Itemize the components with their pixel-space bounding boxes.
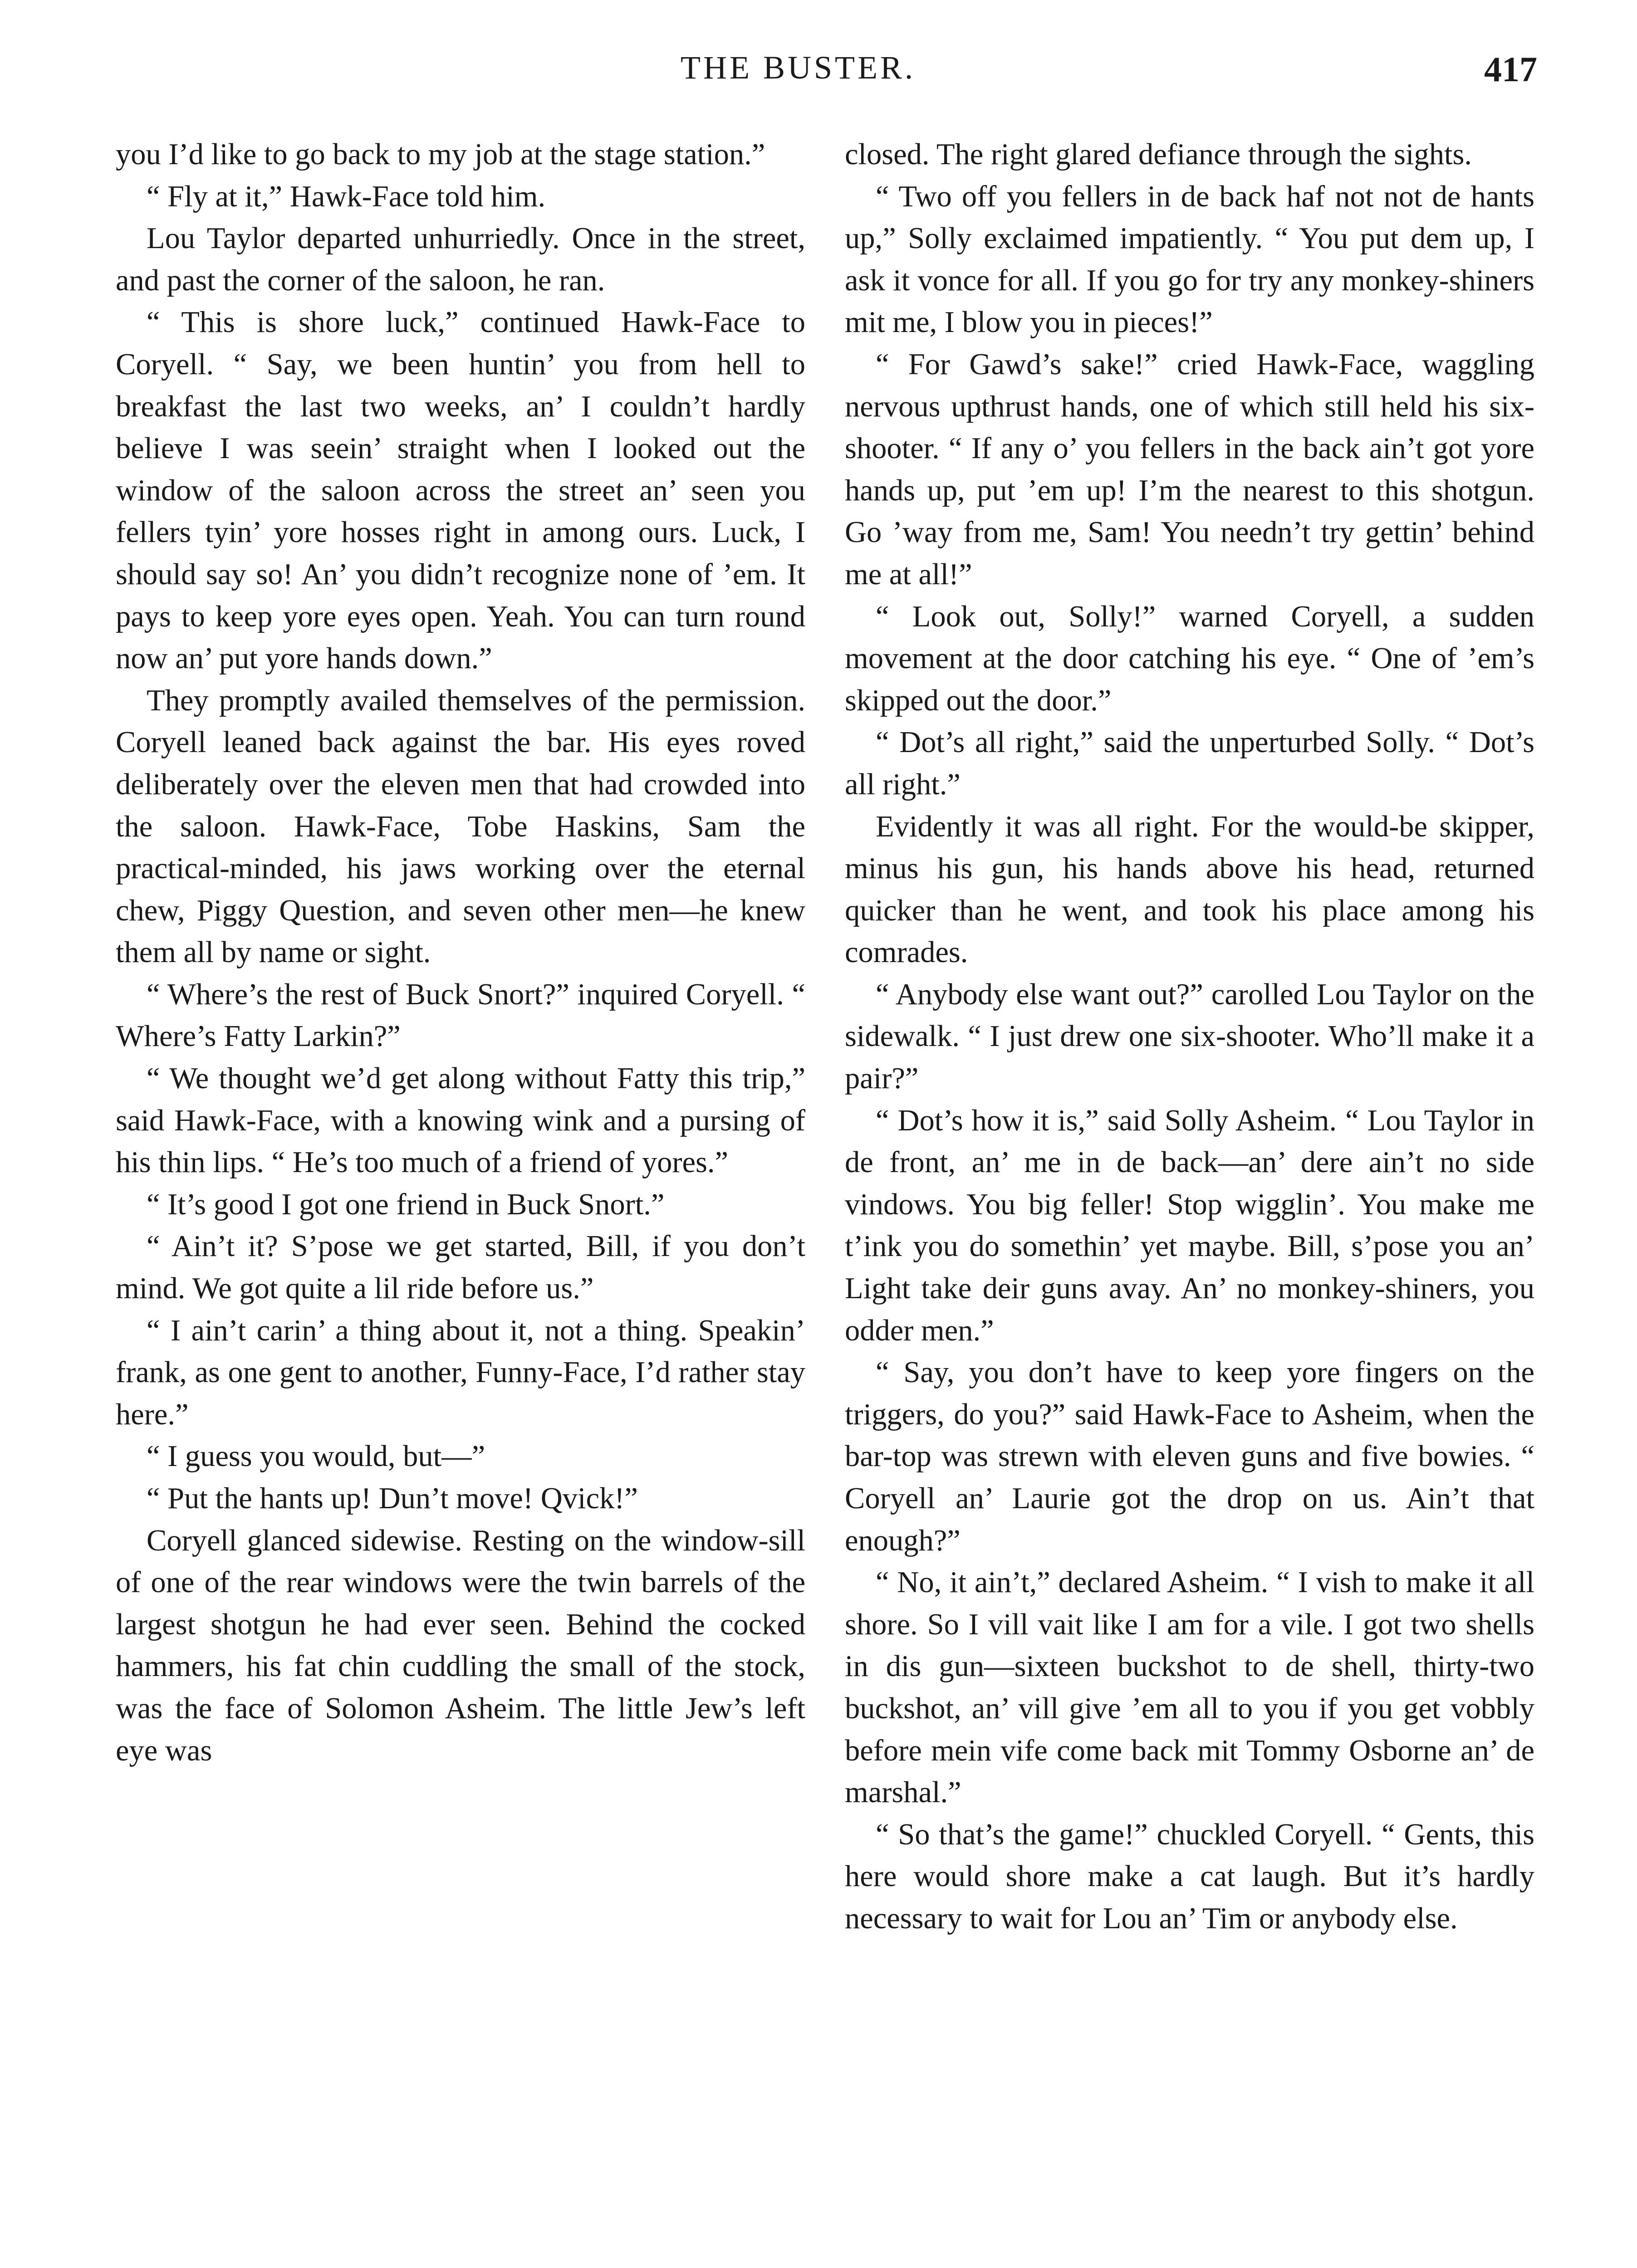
paragraph: They promptly availed themselves of the permission. Coryell leaned back against the bar. His eyes roved deliberately over the eleven men that had crowded into the saloon. Hawk-Face, Tobe Haskins, Sam the practical-minded, his jaws working over the eternal chew, Piggy Question, and seven other men—he knew them all by name or sight. (116, 684, 805, 969)
paragraph: “ Put the hants up! Dun’t move! Qvick!” (147, 1482, 638, 1515)
paragraph: “ Dot’s how it is,” said Solly Asheim. “ Lou Taylor in de front, an’ me in de back—an’ dere ain’t no side vindows. You big feller! Stop wigglin’. You make me t’ink you do somethin’ yet maybe. Bill, s’pose you an’ Light take deir guns avay. An’ no monkey-shiners, you odder men.” (845, 1104, 1534, 1347)
paragraph: “ No, it ain’t,” declared Asheim. “ I vish to make it all shore. So I vill vait like I am for a vile. I got two shells in dis gun—sixteen buckshot to de shell, thirty-two buckshot, an’ vill give ’em all to you if you get vobbly before mein vife come back mit Tommy Osborne an’ de marshal.” (845, 1566, 1534, 1809)
right-column (845, 134, 1534, 1940)
page-number: 417 (1484, 49, 1537, 89)
paragraph: “ I ain’t carin’ a thing about it, not a thing. Speakin’ frank, as one gent to another, Funny-Face, I’d rather stay here.” (116, 1314, 805, 1431)
paragraph: “ It’s good I got one friend in Buck Snort.” (147, 1188, 665, 1221)
paragraph: “ Look out, Solly!” warned Coryell, a sudden movement at the door catching his eye. “ One of ’em’s skipped out the door.” (845, 600, 1534, 717)
paragraph: “ Anybody else want out?” carolled Lou Taylor on the sidewalk. “ I just drew one six-shooter. Who’ll make it a pair?” (845, 978, 1534, 1095)
running-head (0, 49, 1637, 99)
paragraph: “ For Gawd’s sake!” cried Hawk-Face, waggling nervous upthrust hands, one of which still held his six-shooter. “ If any o’ you fellers in the back ain’t got yore hands up, put ’em up! I’m the nearest to this shotgun. Go ’way from me, Sam! You needn’t try gettin’ behind me at all!” (845, 347, 1534, 591)
paragraph: “ Dot’s all right,” said the unperturbed Solly. “ Dot’s all right.” (845, 726, 1534, 801)
paragraph: “ We thought we’d get along without Fatty this trip,” said Hawk-Face, with a knowing wink and a pursing of his thin lips. “ He’s too much of a friend of yores.” (116, 1062, 805, 1179)
paragraph: you I’d like to go back to my job at the stage station.” (116, 138, 765, 171)
paragraph: Lou Taylor departed unhurriedly. Once in the street, and past the corner of the saloon, he ran. (116, 222, 805, 297)
running-title: THE BUSTER. (681, 49, 916, 86)
paragraph: “ Ain’t it? S’pose we get started, Bill, if you don’t mind. We got quite a lil ride before us.” (116, 1230, 805, 1305)
paragraph: “ Two off you fellers in de back haf not not de hants up,” Solly exclaimed impatiently. “ You put dem up, I ask it vonce for all. If you go for try any monkey-shiners mit me, I blow you in pieces!” (845, 180, 1534, 339)
paragraph: “ This is shore luck,” continued Hawk-Face to Coryell. “ Say, we been huntin’ you from hell to breakfast the last two weeks, an’ I couldn’t hardly believe I was seein’ straight when I looked out the window of the saloon across the street an’ seen you fellers tyin’ yore hosses right in among ours. Luck, I should say so! An’ you didn’t recognize none of ’em. It pays to keep yore eyes open. Yeah. You can turn round now an’ put yore hands down.” (116, 306, 805, 675)
paragraph: “ Say, you don’t have to keep yore fingers on the triggers, do you?” said Hawk-Face to Asheim, when the bar-top was strewn with eleven guns and five bowies. “ Coryell an’ Laurie got the drop on us. Ain’t that enough?” (845, 1356, 1534, 1557)
paragraph: Coryell glanced sidewise. Resting on the window-sill of one of the rear windows were the twin barrels of the largest shotgun he had ever seen. Behind the cocked hammers, his fat chin cuddling the small of the stock, was the face of Solomon Asheim. The little Jew’s left eye was (116, 1524, 805, 1767)
paragraph: “ Fly at it,” Hawk-Face told him. (147, 180, 546, 213)
paragraph: Evidently it was all right. For the would-be skipper, minus his gun, his hands above his head, returned quicker than he went, and took his place among his comrades. (845, 810, 1534, 969)
paragraph: “ I guess you would, but—” (147, 1440, 485, 1473)
left-column (116, 134, 805, 1772)
paragraph: closed. The right glared defiance through the sights. (845, 138, 1472, 171)
paragraph: “ So that’s the game!” chuckled Coryell. “ Gents, this here would shore make a cat laugh. But it’s hardly necessary to wait for Lou an’ Tim or anybody else. (845, 1818, 1534, 1935)
paragraph: “ Where’s the rest of Buck Snort?” inquired Coryell. “ Where’s Fatty Larkin?” (116, 978, 805, 1053)
